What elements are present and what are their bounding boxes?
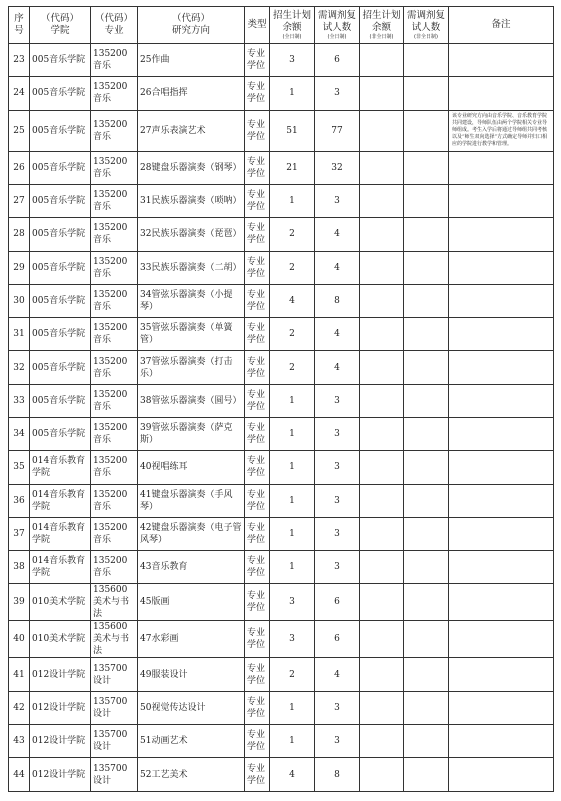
table-row <box>9 110 554 151</box>
row-plan-remaining: 1 <box>270 551 315 584</box>
row-major: 135200音乐 <box>91 551 138 584</box>
row-direction: 40视唱练耳 <box>138 451 245 484</box>
row-plan-remaining-part-time <box>360 451 404 484</box>
row-remarks <box>449 44 554 77</box>
row-adjust-count: 6 <box>315 584 360 621</box>
row-adjust-count-part-time <box>404 451 449 484</box>
row-adjust-count-part-time <box>404 151 449 184</box>
header-seq: 序号 <box>9 7 30 44</box>
row-college: 012设计学院 <box>30 758 91 791</box>
row-seq: 34 <box>9 417 30 450</box>
header-adjust-count-part-time: 需调剂复试人数 (非全日制) <box>404 7 449 44</box>
row-college: 005音乐学院 <box>30 284 91 317</box>
row-major: 135200音乐 <box>91 110 138 151</box>
row-adjust-count-part-time <box>404 77 449 110</box>
row-plan-remaining-part-time <box>360 284 404 317</box>
row-plan-remaining: 1 <box>270 691 315 724</box>
row-major: 135200音乐 <box>91 44 138 77</box>
row-adjust-count-part-time <box>404 284 449 317</box>
row-remarks <box>449 318 554 351</box>
row-type: 专业学位 <box>245 77 270 110</box>
row-type: 专业学位 <box>245 184 270 217</box>
row-adjust-count: 3 <box>315 551 360 584</box>
row-plan-remaining: 4 <box>270 284 315 317</box>
row-remarks <box>449 691 554 724</box>
row-major: 135200音乐 <box>91 384 138 417</box>
row-remarks <box>449 758 554 791</box>
row-direction: 49服装设计 <box>138 658 245 691</box>
row-college: 014音乐教育学院 <box>30 484 91 517</box>
row-type: 专业学位 <box>245 151 270 184</box>
row-type: 专业学位 <box>245 417 270 450</box>
row-adjust-count: 77 <box>315 110 360 151</box>
row-remarks <box>449 351 554 384</box>
row-adjust-count: 4 <box>315 658 360 691</box>
table-row <box>9 658 554 691</box>
row-college: 005音乐学院 <box>30 318 91 351</box>
row-type: 专业学位 <box>245 517 270 550</box>
row-direction: 45版画 <box>138 584 245 621</box>
row-plan-remaining-part-time <box>360 517 404 550</box>
row-plan-remaining: 1 <box>270 77 315 110</box>
row-college: 005音乐学院 <box>30 384 91 417</box>
row-adjust-count: 3 <box>315 484 360 517</box>
row-college: 005音乐学院 <box>30 77 91 110</box>
row-major: 135700设计 <box>91 725 138 758</box>
table-row <box>9 44 554 77</box>
table-row <box>9 251 554 284</box>
row-remarks <box>449 284 554 317</box>
row-college: 014音乐教育学院 <box>30 451 91 484</box>
row-major: 135200音乐 <box>91 484 138 517</box>
row-plan-remaining-part-time <box>360 621 404 658</box>
row-adjust-count-part-time <box>404 384 449 417</box>
row-adjust-count-part-time <box>404 551 449 584</box>
row-type: 专业学位 <box>245 44 270 77</box>
row-remarks <box>449 584 554 621</box>
row-major: 135200音乐 <box>91 151 138 184</box>
row-college: 010美术学院 <box>30 584 91 621</box>
row-adjust-count-part-time <box>404 725 449 758</box>
row-type: 专业学位 <box>245 251 270 284</box>
row-plan-remaining-part-time <box>360 658 404 691</box>
row-direction: 42键盘乐器演奏（电子管风琴） <box>138 517 245 550</box>
row-remarks <box>449 251 554 284</box>
row-direction: 31民族乐器演奏（唢呐） <box>138 184 245 217</box>
row-plan-remaining-part-time <box>360 758 404 791</box>
row-plan-remaining-part-time <box>360 351 404 384</box>
row-adjust-count: 3 <box>315 691 360 724</box>
row-direction: 27声乐表演艺术 <box>138 110 245 151</box>
row-adjust-count-part-time <box>404 351 449 384</box>
row-seq: 44 <box>9 758 30 791</box>
row-adjust-count: 32 <box>315 151 360 184</box>
row-type: 专业学位 <box>245 725 270 758</box>
row-college: 005音乐学院 <box>30 417 91 450</box>
header-remarks: 备注 <box>449 7 554 44</box>
row-plan-remaining-part-time <box>360 725 404 758</box>
table-row <box>9 691 554 724</box>
row-plan-remaining-part-time <box>360 77 404 110</box>
row-direction: 52工艺美术 <box>138 758 245 791</box>
row-adjust-count: 4 <box>315 218 360 251</box>
row-direction: 32民族乐器演奏（琵琶） <box>138 218 245 251</box>
row-type: 专业学位 <box>245 621 270 658</box>
row-seq: 32 <box>9 351 30 384</box>
table-row <box>9 484 554 517</box>
row-plan-remaining: 1 <box>270 451 315 484</box>
row-plan-remaining: 21 <box>270 151 315 184</box>
row-seq: 25 <box>9 110 30 151</box>
row-adjust-count: 3 <box>315 725 360 758</box>
row-seq: 37 <box>9 517 30 550</box>
row-type: 专业学位 <box>245 584 270 621</box>
row-plan-remaining-part-time <box>360 691 404 724</box>
row-remarks <box>449 384 554 417</box>
row-college: 010美术学院 <box>30 621 91 658</box>
row-major: 135700设计 <box>91 691 138 724</box>
row-college: 012设计学院 <box>30 691 91 724</box>
row-seq: 42 <box>9 691 30 724</box>
row-type: 专业学位 <box>245 351 270 384</box>
row-adjust-count: 3 <box>315 384 360 417</box>
header-plan-remaining-part-time: 招生计划余额 (非全日制) <box>360 7 404 44</box>
row-direction: 43音乐教育 <box>138 551 245 584</box>
row-adjust-count-part-time <box>404 484 449 517</box>
row-remarks <box>449 77 554 110</box>
row-type: 专业学位 <box>245 484 270 517</box>
row-direction: 33民族乐器演奏（二胡） <box>138 251 245 284</box>
row-direction: 41键盘乐器演奏（手风琴） <box>138 484 245 517</box>
row-seq: 24 <box>9 77 30 110</box>
table-row <box>9 384 554 417</box>
row-college: 005音乐学院 <box>30 151 91 184</box>
row-remarks <box>449 151 554 184</box>
row-plan-remaining: 2 <box>270 318 315 351</box>
row-remarks <box>449 551 554 584</box>
row-remarks <box>449 484 554 517</box>
row-direction: 47水彩画 <box>138 621 245 658</box>
row-plan-remaining: 3 <box>270 621 315 658</box>
row-plan-remaining-part-time <box>360 44 404 77</box>
row-adjust-count: 8 <box>315 284 360 317</box>
row-direction: 37管弦乐器演奏（打击乐） <box>138 351 245 384</box>
table-row <box>9 584 554 621</box>
row-college: 005音乐学院 <box>30 351 91 384</box>
row-seq: 39 <box>9 584 30 621</box>
row-college: 005音乐学院 <box>30 251 91 284</box>
row-type: 专业学位 <box>245 110 270 151</box>
row-major: 135200音乐 <box>91 517 138 550</box>
row-adjust-count: 3 <box>315 517 360 550</box>
row-seq: 27 <box>9 184 30 217</box>
row-adjust-count-part-time <box>404 584 449 621</box>
row-remarks: 该专业研究方向由音乐学院、音乐教育学院共同建设，导师队伍由两个学院相关专业导师组成。考生入学后将通过导师组共同考核以及“师生双向选择”方式确定导师并归口相应的学院进行教学和管理。 <box>449 110 554 151</box>
row-type: 专业学位 <box>245 691 270 724</box>
row-major: 135200音乐 <box>91 184 138 217</box>
table-row <box>9 151 554 184</box>
row-major: 135600美术与书法 <box>91 621 138 658</box>
row-major: 135700设计 <box>91 658 138 691</box>
row-major: 135200音乐 <box>91 351 138 384</box>
table-row <box>9 351 554 384</box>
row-remarks <box>449 658 554 691</box>
row-remarks <box>449 218 554 251</box>
row-type: 专业学位 <box>245 758 270 791</box>
row-plan-remaining-part-time <box>360 184 404 217</box>
table-row <box>9 621 554 658</box>
row-direction: 34管弦乐器演奏（小提琴） <box>138 284 245 317</box>
table-row <box>9 725 554 758</box>
row-type: 专业学位 <box>245 218 270 251</box>
header-adjust-count: 需调剂复试人数 (全日制) <box>315 7 360 44</box>
row-adjust-count-part-time <box>404 251 449 284</box>
row-plan-remaining: 2 <box>270 218 315 251</box>
row-adjust-count-part-time <box>404 184 449 217</box>
row-type: 专业学位 <box>245 384 270 417</box>
row-adjust-count: 4 <box>315 318 360 351</box>
row-remarks <box>449 184 554 217</box>
header-type: 类型 <box>245 7 270 44</box>
header-major: （代码） 专业 <box>91 7 138 44</box>
row-seq: 29 <box>9 251 30 284</box>
row-plan-remaining-part-time <box>360 151 404 184</box>
row-type: 专业学位 <box>245 284 270 317</box>
table-row <box>9 318 554 351</box>
row-seq: 35 <box>9 451 30 484</box>
row-college: 014音乐教育学院 <box>30 517 91 550</box>
row-seq: 40 <box>9 621 30 658</box>
row-remarks <box>449 417 554 450</box>
row-direction: 38管弦乐器演奏（圆号） <box>138 384 245 417</box>
row-college: 005音乐学院 <box>30 44 91 77</box>
row-direction: 51动画艺术 <box>138 725 245 758</box>
row-direction: 50视觉传达设计 <box>138 691 245 724</box>
row-seq: 28 <box>9 218 30 251</box>
row-adjust-count-part-time <box>404 44 449 77</box>
row-college: 005音乐学院 <box>30 218 91 251</box>
row-major: 135600美术与书法 <box>91 584 138 621</box>
row-plan-remaining: 1 <box>270 725 315 758</box>
table-row <box>9 77 554 110</box>
row-direction: 26合唱指挥 <box>138 77 245 110</box>
row-plan-remaining: 1 <box>270 484 315 517</box>
row-plan-remaining: 3 <box>270 584 315 621</box>
row-adjust-count: 6 <box>315 621 360 658</box>
row-adjust-count: 8 <box>315 758 360 791</box>
row-plan-remaining-part-time <box>360 318 404 351</box>
row-plan-remaining: 1 <box>270 417 315 450</box>
row-major: 135200音乐 <box>91 77 138 110</box>
row-major: 135200音乐 <box>91 417 138 450</box>
row-plan-remaining-part-time <box>360 384 404 417</box>
row-seq: 33 <box>9 384 30 417</box>
row-major: 135700设计 <box>91 758 138 791</box>
row-adjust-count: 3 <box>315 77 360 110</box>
row-type: 专业学位 <box>245 551 270 584</box>
row-seq: 38 <box>9 551 30 584</box>
table-row <box>9 284 554 317</box>
row-remarks <box>449 517 554 550</box>
row-seq: 26 <box>9 151 30 184</box>
row-plan-remaining-part-time <box>360 251 404 284</box>
table-row <box>9 184 554 217</box>
row-plan-remaining: 2 <box>270 251 315 284</box>
row-plan-remaining-part-time <box>360 417 404 450</box>
header-direction: （代码） 研究方向 <box>138 7 245 44</box>
table-row <box>9 551 554 584</box>
row-seq: 41 <box>9 658 30 691</box>
row-type: 专业学位 <box>245 318 270 351</box>
row-adjust-count-part-time <box>404 658 449 691</box>
row-remarks <box>449 725 554 758</box>
row-plan-remaining: 51 <box>270 110 315 151</box>
row-direction: 28键盘乐器演奏（钢琴） <box>138 151 245 184</box>
row-adjust-count-part-time <box>404 218 449 251</box>
row-direction: 39管弦乐器演奏（萨克斯） <box>138 417 245 450</box>
row-major: 135200音乐 <box>91 284 138 317</box>
header-college: （代码） 学院 <box>30 7 91 44</box>
row-seq: 43 <box>9 725 30 758</box>
row-college: 012设计学院 <box>30 725 91 758</box>
row-adjust-count-part-time <box>404 110 449 151</box>
row-type: 专业学位 <box>245 451 270 484</box>
row-plan-remaining: 2 <box>270 351 315 384</box>
row-plan-remaining-part-time <box>360 218 404 251</box>
row-adjust-count-part-time <box>404 318 449 351</box>
row-adjust-count-part-time <box>404 758 449 791</box>
row-adjust-count: 4 <box>315 351 360 384</box>
table-row <box>9 218 554 251</box>
row-adjust-count: 3 <box>315 451 360 484</box>
row-plan-remaining: 4 <box>270 758 315 791</box>
adjustment-table <box>8 6 554 792</box>
row-seq: 23 <box>9 44 30 77</box>
row-adjust-count: 4 <box>315 251 360 284</box>
row-college: 014音乐教育学院 <box>30 551 91 584</box>
row-adjust-count: 3 <box>315 417 360 450</box>
row-plan-remaining-part-time <box>360 584 404 621</box>
row-plan-remaining-part-time <box>360 110 404 151</box>
row-remarks <box>449 621 554 658</box>
row-adjust-count-part-time <box>404 517 449 550</box>
table-row <box>9 758 554 791</box>
row-plan-remaining: 2 <box>270 658 315 691</box>
table-row <box>9 517 554 550</box>
row-college: 005音乐学院 <box>30 184 91 217</box>
row-seq: 31 <box>9 318 30 351</box>
row-direction: 25作曲 <box>138 44 245 77</box>
row-seq: 30 <box>9 284 30 317</box>
row-major: 135200音乐 <box>91 218 138 251</box>
row-type: 专业学位 <box>245 658 270 691</box>
row-major: 135200音乐 <box>91 451 138 484</box>
row-plan-remaining: 3 <box>270 44 315 77</box>
row-adjust-count-part-time <box>404 417 449 450</box>
row-plan-remaining-part-time <box>360 551 404 584</box>
row-plan-remaining: 1 <box>270 384 315 417</box>
row-plan-remaining: 1 <box>270 517 315 550</box>
row-adjust-count-part-time <box>404 691 449 724</box>
header-plan-remaining: 招生计划余额 (全日制) <box>270 7 315 44</box>
row-direction: 35管弦乐器演奏（单簧管） <box>138 318 245 351</box>
table-row <box>9 417 554 450</box>
row-adjust-count-part-time <box>404 621 449 658</box>
row-plan-remaining: 1 <box>270 184 315 217</box>
row-plan-remaining-part-time <box>360 484 404 517</box>
table-row <box>9 451 554 484</box>
row-college: 005音乐学院 <box>30 110 91 151</box>
row-major: 135200音乐 <box>91 251 138 284</box>
row-major: 135200音乐 <box>91 318 138 351</box>
row-remarks <box>449 451 554 484</box>
row-college: 012设计学院 <box>30 658 91 691</box>
row-adjust-count: 6 <box>315 44 360 77</box>
header-row <box>9 7 554 44</box>
row-seq: 36 <box>9 484 30 517</box>
row-adjust-count: 3 <box>315 184 360 217</box>
